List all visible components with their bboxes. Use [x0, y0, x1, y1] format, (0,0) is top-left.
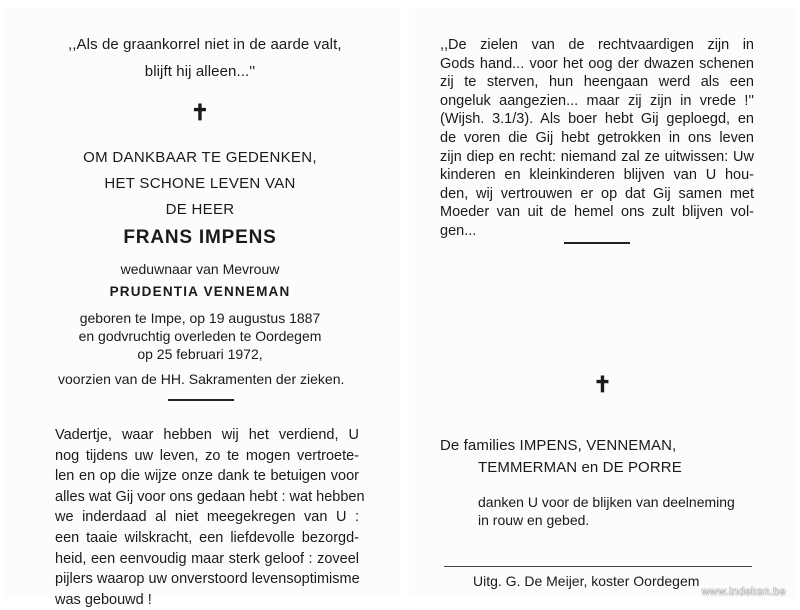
cross-icon: ✝ [190, 100, 210, 125]
families-line-1: De families IMPENS, VENNEMAN, [440, 437, 677, 454]
families-line-2: TEMMERMAN en DE PORRE [478, 459, 682, 476]
paragraph-line: kinderen en kleinkinderen blijven van U hou- [440, 167, 754, 184]
paragraph-line: was gebouwd ! [55, 591, 152, 608]
paragraph-line: zij te sterven, hun heengaan werd als een [440, 74, 754, 91]
thanks-line-2: in rouw en gebed. [478, 512, 590, 528]
tribute-paragraph [55, 425, 365, 610]
divider-right-bottom [444, 566, 752, 567]
divider-left-top [168, 399, 234, 401]
paragraph-line: een taaie wilskracht, een liefdevolle bezorgd- [55, 529, 359, 546]
page-gutter [401, 0, 409, 610]
paragraph-line: we inderdaad al niet meegekregen van U : [55, 509, 359, 526]
thanks-line-1: danken U voor de blijken van deelneming [478, 494, 735, 510]
printer-credit: Uitg. G. De Meijer, koster Oordegem [473, 573, 700, 589]
paragraph-line: gen... [440, 222, 477, 239]
paragraph-line: heid, een eenvoudig maar sterk geloof : zoveel [55, 550, 359, 567]
opening-quote-line-2: blijft hij alleen...'' [144, 63, 256, 80]
paragraph-line: len en op die wijze onze dank te betuigen voor [55, 468, 359, 485]
heading-dankbaar: OM DANKBAAR TE GEDENKEN, [83, 149, 317, 166]
heading-de-heer: DE HEER [165, 201, 235, 218]
paragraph-line: nog tijdens uw leven, zo te mogen vertroete- [55, 447, 359, 464]
paragraph-line: Gods hand... voor het oog der dwazen schenen [440, 55, 754, 72]
deceased-name: FRANS IMPENS [123, 227, 277, 248]
paragraph-line: ongeluk aangezien... maar zij zijn in vrede !'' [440, 92, 754, 109]
heading-schone-leven: HET SCHONE LEVEN VAN [104, 175, 296, 192]
divider-right-top [564, 242, 630, 244]
paragraph-line: ,,De zielen van de rechtvaardigen zijn in [440, 37, 754, 53]
cross-icon: ✝ [593, 372, 612, 397]
opening-quote-line-1: ,,Als de graankorrel niet in de aarde valt, [68, 36, 342, 53]
scripture-paragraph [440, 36, 754, 241]
death-line: en godvruchtig overleden te Oordegem [78, 328, 322, 344]
paragraph-line: de voren die Gij hebt getrokken in ons leven [440, 129, 754, 146]
paragraph-line: pijlers waarop uw onverstoord levensoptimisme [55, 571, 360, 588]
watermark: www.indeken.be [701, 586, 786, 598]
widower-line: weduwnaar van Mevrouw [120, 261, 280, 277]
sacraments-line: voorzien van de HH. Sakramenten der zieken. [58, 371, 345, 387]
paragraph-line: Moeder van uit de hemel ons zult blijven vol- [440, 204, 754, 221]
paragraph-line: den, wij vertrouwen er op dat Gij samen met [440, 185, 754, 202]
paragraph-line: zijn diep en recht: niemand zal ze uitwissen: Uw [440, 148, 754, 165]
death-date-line: op 25 februari 1972, [137, 346, 263, 362]
paragraph-line: (Wijsh. 3.1/3). Als boer hebt Gij geploegd, en [440, 111, 754, 128]
birth-line: geboren te Impe, op 19 augustus 1887 [79, 310, 321, 326]
paragraph-line: Vadertje, waar hebben wij het verdiend, U [55, 427, 359, 443]
paragraph-line: alles wat Gij voor ons gedaan hebt : wat hebben [55, 488, 365, 505]
spouse-name: PRUDENTIA VENNEMAN [109, 284, 291, 299]
